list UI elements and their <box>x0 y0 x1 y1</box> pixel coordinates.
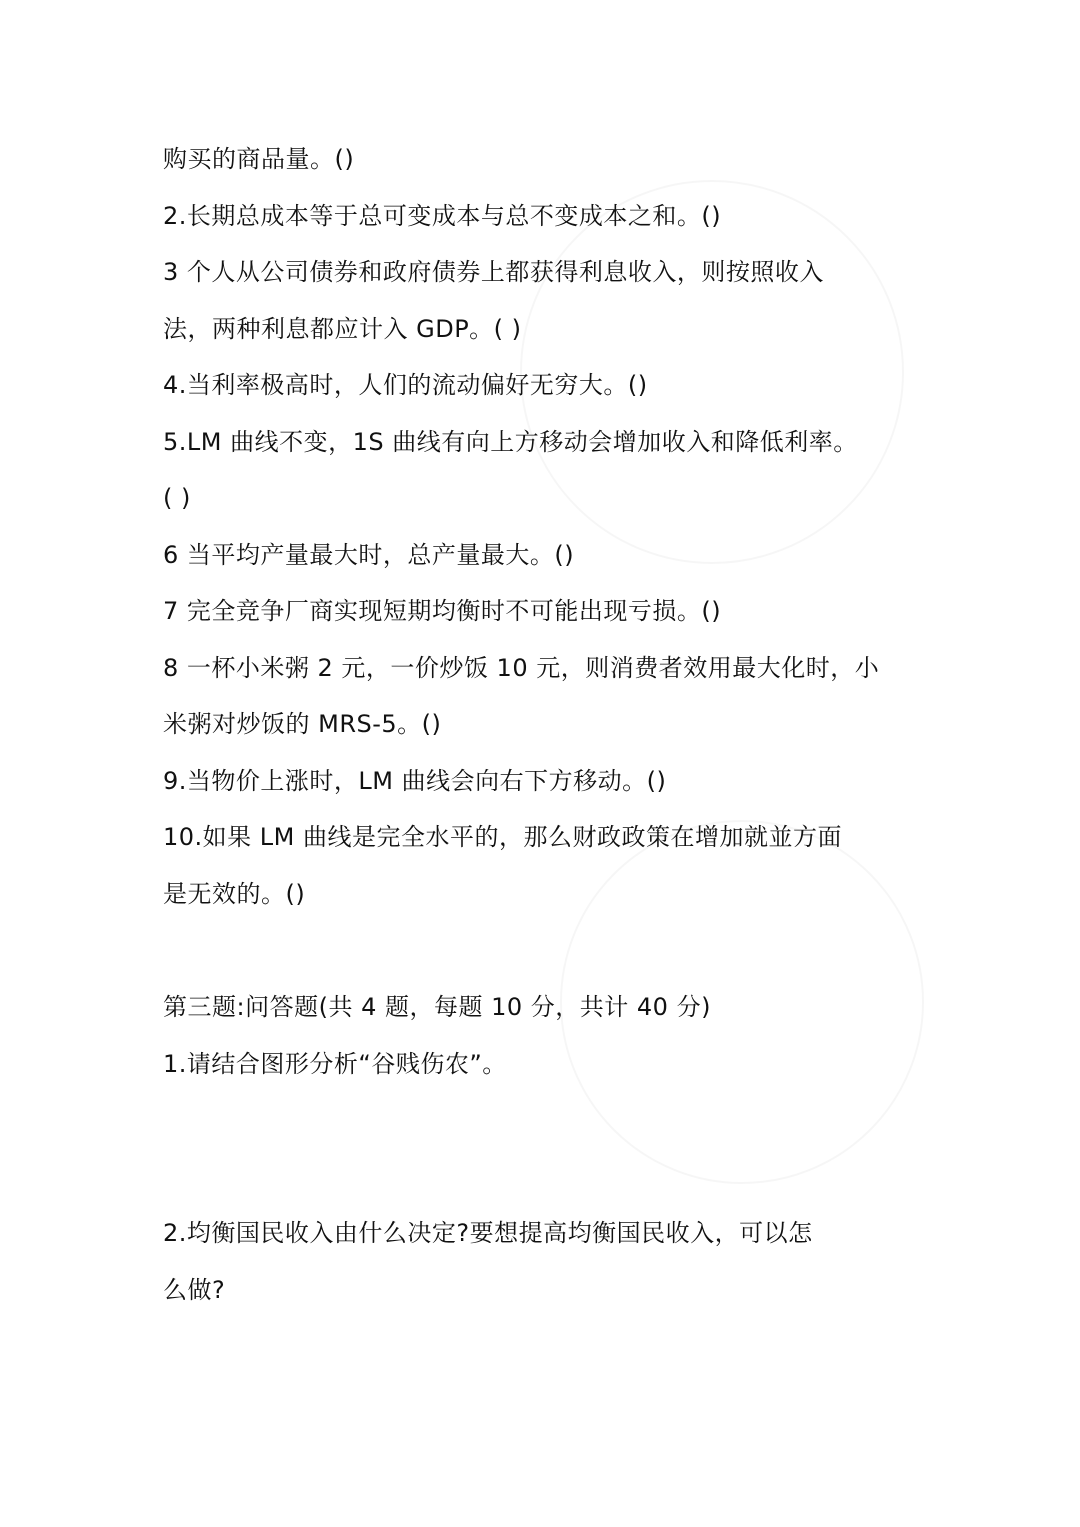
section-heading: 第三题:问答题(共 4 题，每题 10 分，共计 40 分) <box>163 993 711 1021</box>
question-line: 3 个人从公司债券和政府债券上都获得利息收入，则按照收入 <box>163 258 824 286</box>
question-line: 法，两种利息都应计入 GDP。( ) <box>163 315 522 343</box>
question-line: 米粥对炒饭的 MRS-5。() <box>163 710 442 738</box>
question-line: ( ) <box>163 484 191 512</box>
question-line: 2.长期总成本等于总可变成本与总不变成本之和。() <box>163 202 722 230</box>
question-line: 购买的商品量。() <box>163 145 355 173</box>
question-line: 7 完全竞争厂商实现短期均衡时不可能出现亏损。() <box>163 597 722 625</box>
question-line: 6 当平均产量最大时，总产量最大。() <box>163 541 575 569</box>
question-line: 么做? <box>163 1276 226 1304</box>
question-line: 5.LM 曲线不变，1S 曲线有向上方移动会增加收入和降低利率。 <box>163 428 858 456</box>
question-line: 10.如果 LM 曲线是完全水平的，那么财政政策在增加就並方面 <box>163 823 843 851</box>
question-line: 9.当物价上涨时，LM 曲线会向右下方移动。() <box>163 767 667 795</box>
question-line: 4.当利率极高时，人们的流动偏好无穷大。() <box>163 371 648 399</box>
question-line: 是无效的。() <box>163 880 306 908</box>
question-line: 2.均衡国民收入由什么决定?要想提高均衡国民收入，可以怎 <box>163 1219 813 1247</box>
question-line: 1.请结合图形分析“谷贱伤农”。 <box>163 1050 507 1078</box>
question-line: 8 一杯小米粥 2 元，一价炒饭 10 元，则消费者效用最大化时，小 <box>163 654 880 682</box>
